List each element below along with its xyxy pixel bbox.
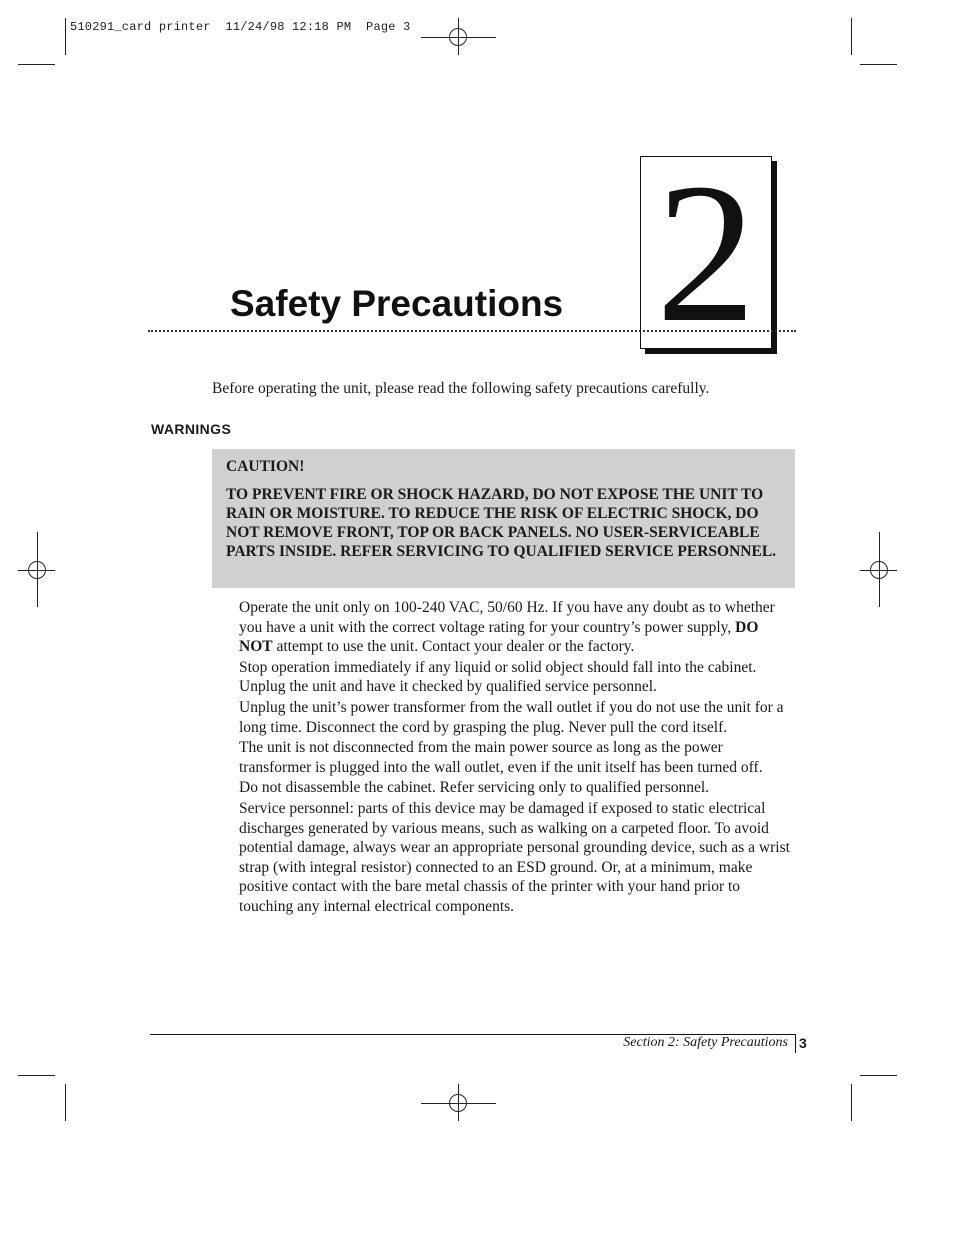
chapter-number-box: [640, 156, 772, 349]
safety-item: Unplug the unit’s power transformer from the wall outlet if you do not use the unit for a long time. Disconnect the cord by grasping the plug. Never pull the cord itself.: [239, 698, 784, 736]
safety-item: The unit is not disconnected from the main power source as long as the power transformer is plugged into the wall outlet, even if the unit itself has been turned off.: [239, 739, 763, 776]
intro-text: Before operating the unit, please read the following safety precautions carefully.: [212, 380, 710, 397]
chapter-title: Safety Precautions: [230, 283, 564, 324]
chapter-number: 2: [656, 156, 756, 349]
caution-text: TO PREVENT FIRE OR SHOCK HAZARD, DO NOT EXPOSE THE UNIT TO RAIN OR MOISTURE. TO REDUCE THE RISK OF ELECTRIC SHOCK, DO NOT REMOVE FRONT, TOP OR BACK PANELS. NO USER-SERVICEABLE PARTS INSIDE. REFER SERVICING TO QUALIFIED SERVICE PERSONNEL.: [226, 486, 777, 560]
emphasis-do-not: DO NOT: [239, 618, 759, 656]
safety-item: Stop operation immediately if any liquid or solid object should fall into the cabinet. Unplug the unit and have it checked by qualified service personnel.: [239, 658, 757, 696]
caution-box: [212, 449, 795, 588]
footer-separator: [795, 1034, 796, 1053]
caution-label: CAUTION!: [226, 458, 305, 475]
warnings-heading: WARNINGS: [151, 421, 232, 437]
safety-item: Service personnel: parts of this device may be damaged if exposed to static electrical discharges generated by various means, such as walking on a carpeted floor. To avoid potential damage, always wear an appropriate personal grounding device, such as a wrist strap (with integral resistor) connected to an ESD ground. Or, at a minimum, make positive contact with the bare metal chassis of the printer with your hand prior to touching any internal electrical components.: [239, 799, 790, 915]
safety-item: Do not disassemble the cabinet. Refer servicing only to qualified personnel.: [239, 779, 710, 797]
page-number: 3: [799, 1035, 807, 1051]
dotted-rule: [148, 330, 796, 332]
printer-slug: 510291_card printer 11/24/98 12:18 PM Page 3: [70, 20, 411, 34]
safety-list: [239, 598, 795, 918]
footer-section-label: Section 2: Safety Precautions: [623, 1035, 788, 1050]
safety-item: Operate the unit only on 100-240 VAC, 50/60 Hz. If you have any doubt as to whether you have a unit with the correct voltage rating for your country’s power supply, DO NOT attempt to use the unit. Contact your dealer or the factory.: [239, 599, 775, 656]
